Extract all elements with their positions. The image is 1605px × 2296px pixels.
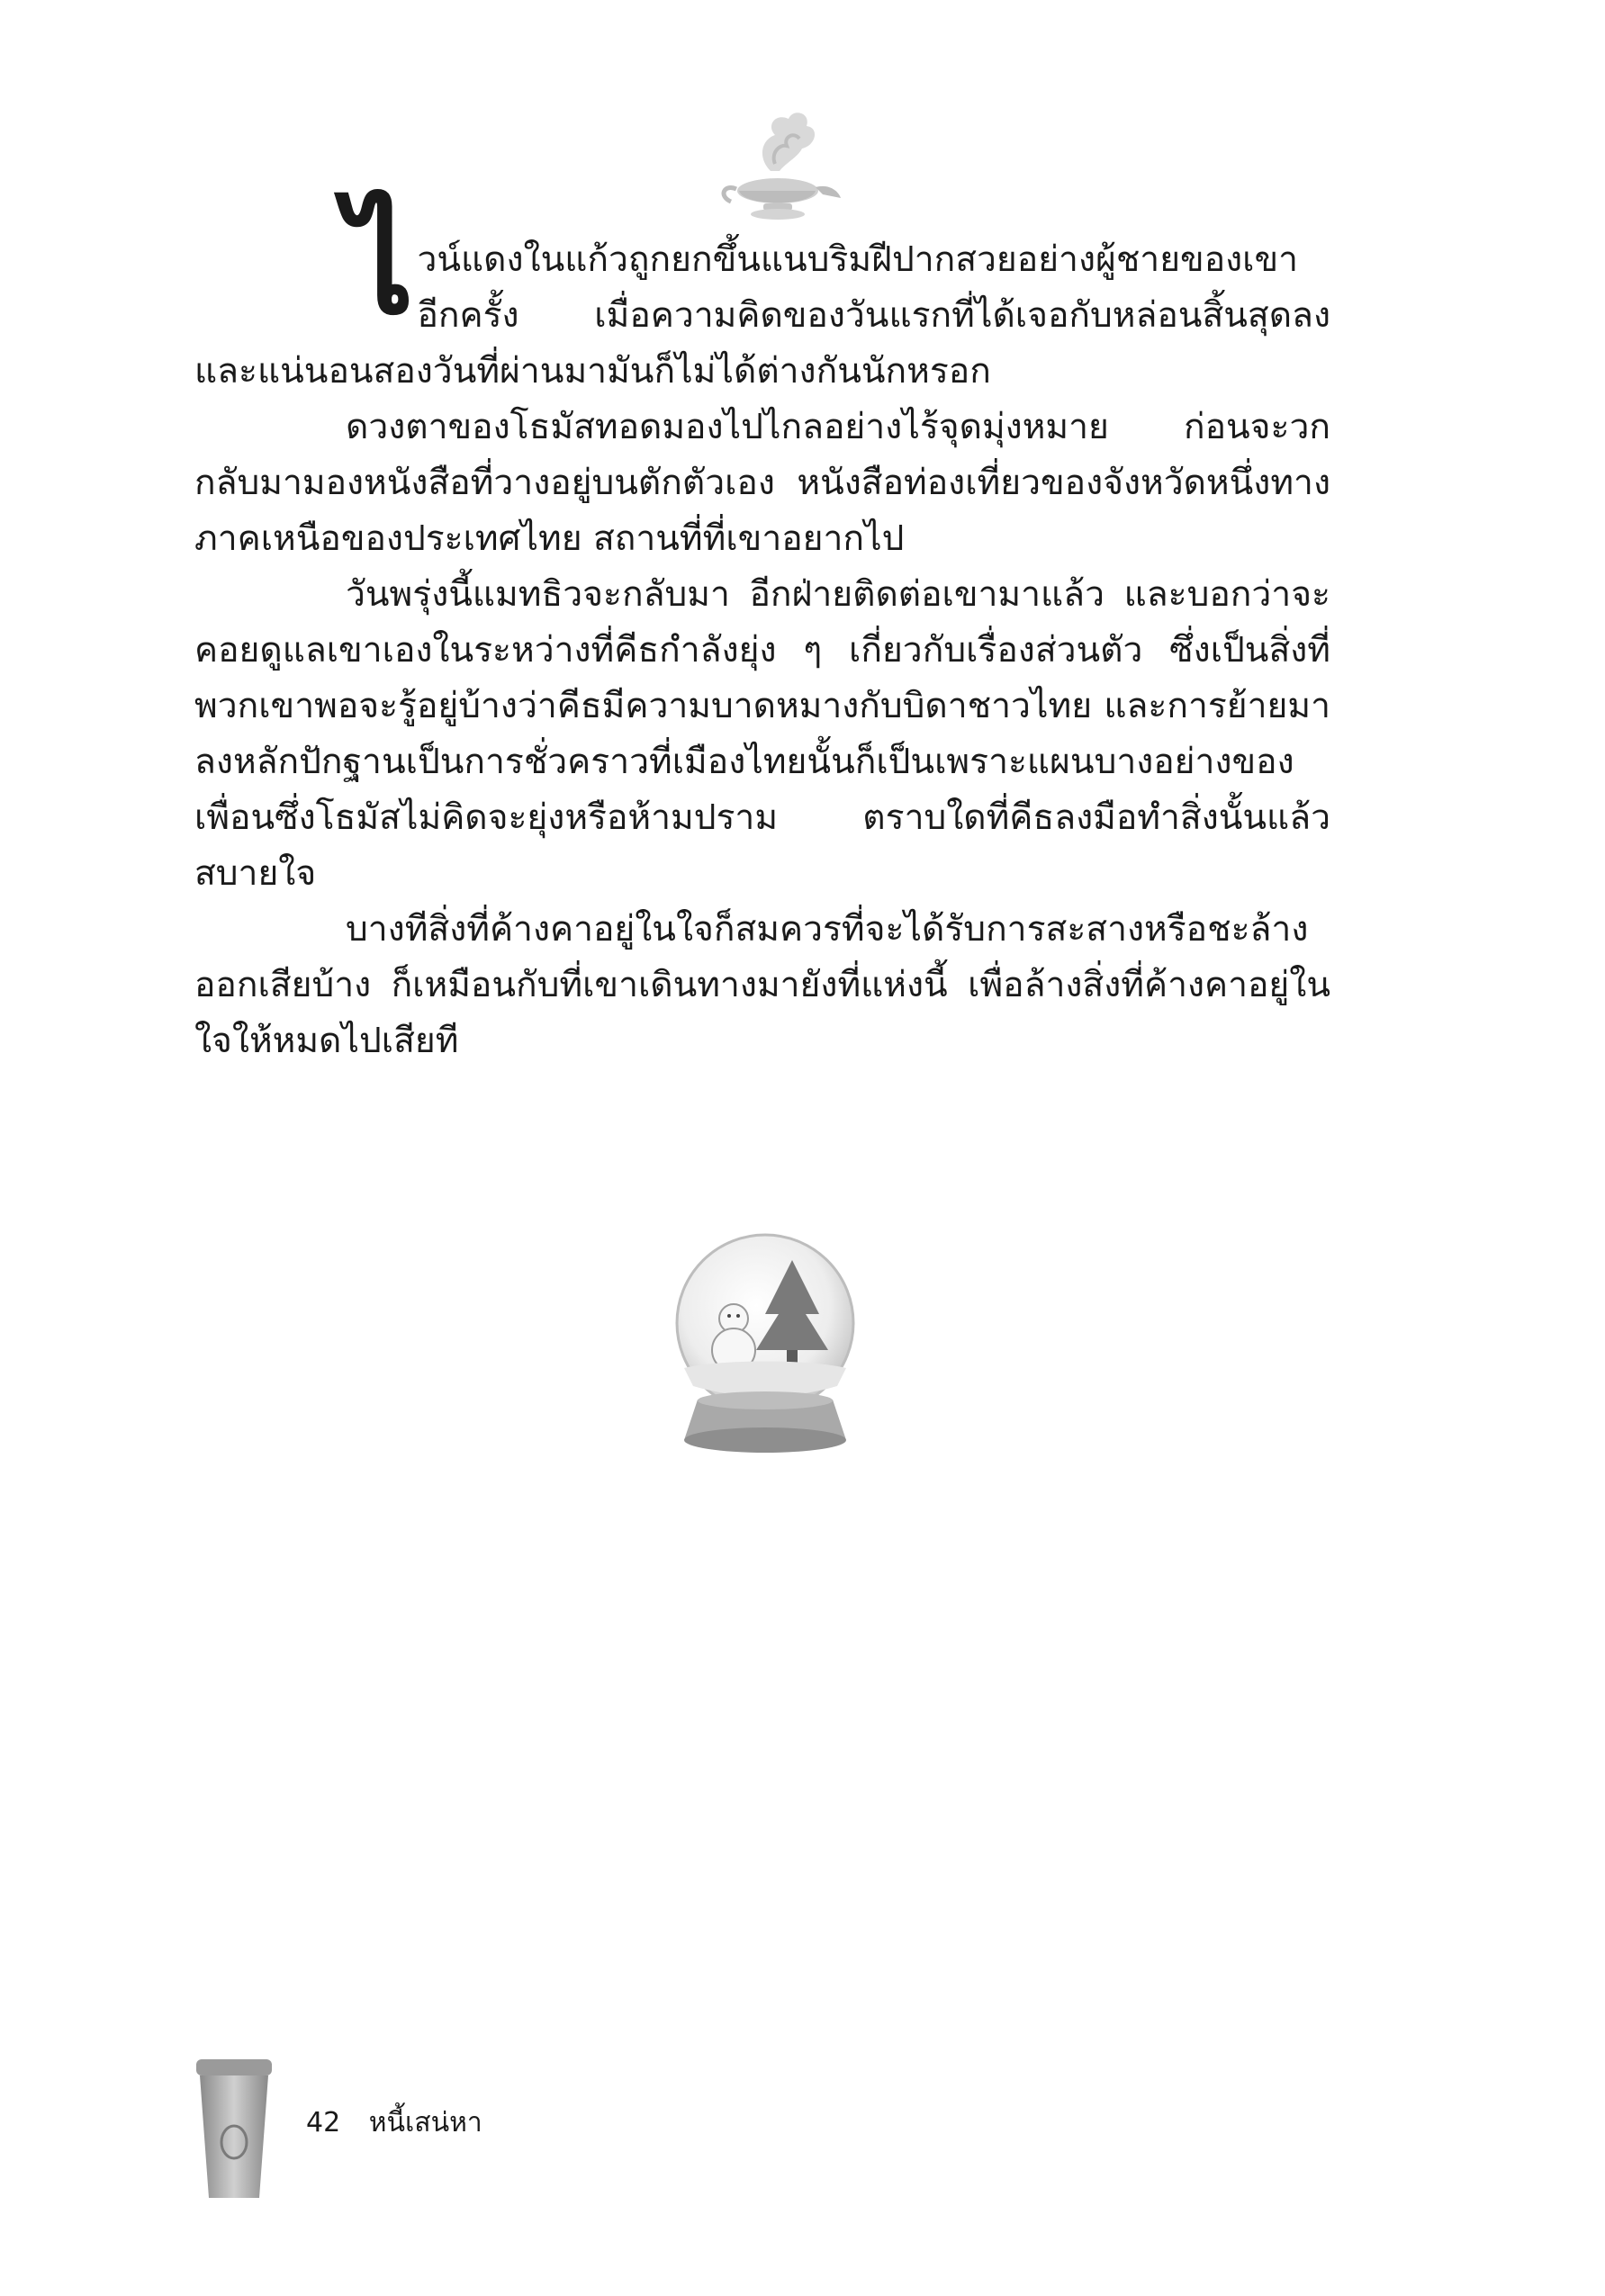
paragraph-1-text: วน์แดงในแก้วถูกยกขึ้นแนบริมฝีปากสวยอย่างผู้ชายของเขาอีกครั้ง เมื่อความคิดของวันแรกที่ได้เจอกับหล่อนสิ้นสุดลง และแน่นอนสองวันที่ผ่านมามันก็ไม่ได้ต่างกันนักหรอก [194, 239, 1330, 392]
book-title: หนี้เสน่หา [368, 2107, 482, 2138]
snow-globe-icon [657, 1224, 873, 1467]
body-text [194, 186, 1330, 1069]
page-footer [306, 2102, 482, 2144]
paragraph-3: วันพรุ่งนี้แมทธิวจะกลับมา อีกฝ่ายติดต่อเขามาแล้ว และบอกว่าจะคอยดูแลเขาเองในระหว่างที่คีธกำลังยุ่ง ๆ เกี่ยวกับเรื่องส่วนตัว ซึ่งเป็นสิ่งที่พวกเขาพอจะรู้อยู่บ้างว่าคีธมีความบาดหมางกับบิดาชาวไทย และการย้ายมาลงหลักปักฐานเป็นการชั่วคราวที่เมืองไทยนั้นก็เป็นเพราะแผนบางอย่างของเพื่อนซึ่งโธมัสไม่คิดจะยุ่งหรือห้ามปราม ตราบใดที่คีธลงมือทำสิ่งนั้นแล้วสบายใจ [194, 574, 1330, 894]
coffee-cup-icon [180, 2052, 288, 2205]
page-number: 42 [306, 2107, 341, 2138]
drop-cap: ไ [346, 186, 414, 345]
paragraph-1 [194, 186, 1330, 400]
paragraph-2: ดวงตาของโธมัสทอดมองไปไกลอย่างไร้จุดมุ่งหมาย ก่อนจะวกกลับมามองหนังสือที่วางอยู่บนตักตัวเอง หนังสือท่องเที่ยวของจังหวัดหนึ่งทางภาคเหนือของประเทศไทย สถานที่ที่เขาอยากไป [194, 407, 1330, 559]
paragraph-4: บางทีสิ่งที่ค้างคาอยู่ในใจก็สมควรที่จะได้รับการสะสางหรือชะล้างออกเสียบ้าง ก็เหมือนกับที่เขาเดินทางมายังที่แห่งนี้ เพื่อล้างสิ่งที่ค้างคาอยู่ในใจให้หมดไปเสียที [194, 909, 1330, 1061]
magic-lamp-icon [708, 108, 843, 225]
